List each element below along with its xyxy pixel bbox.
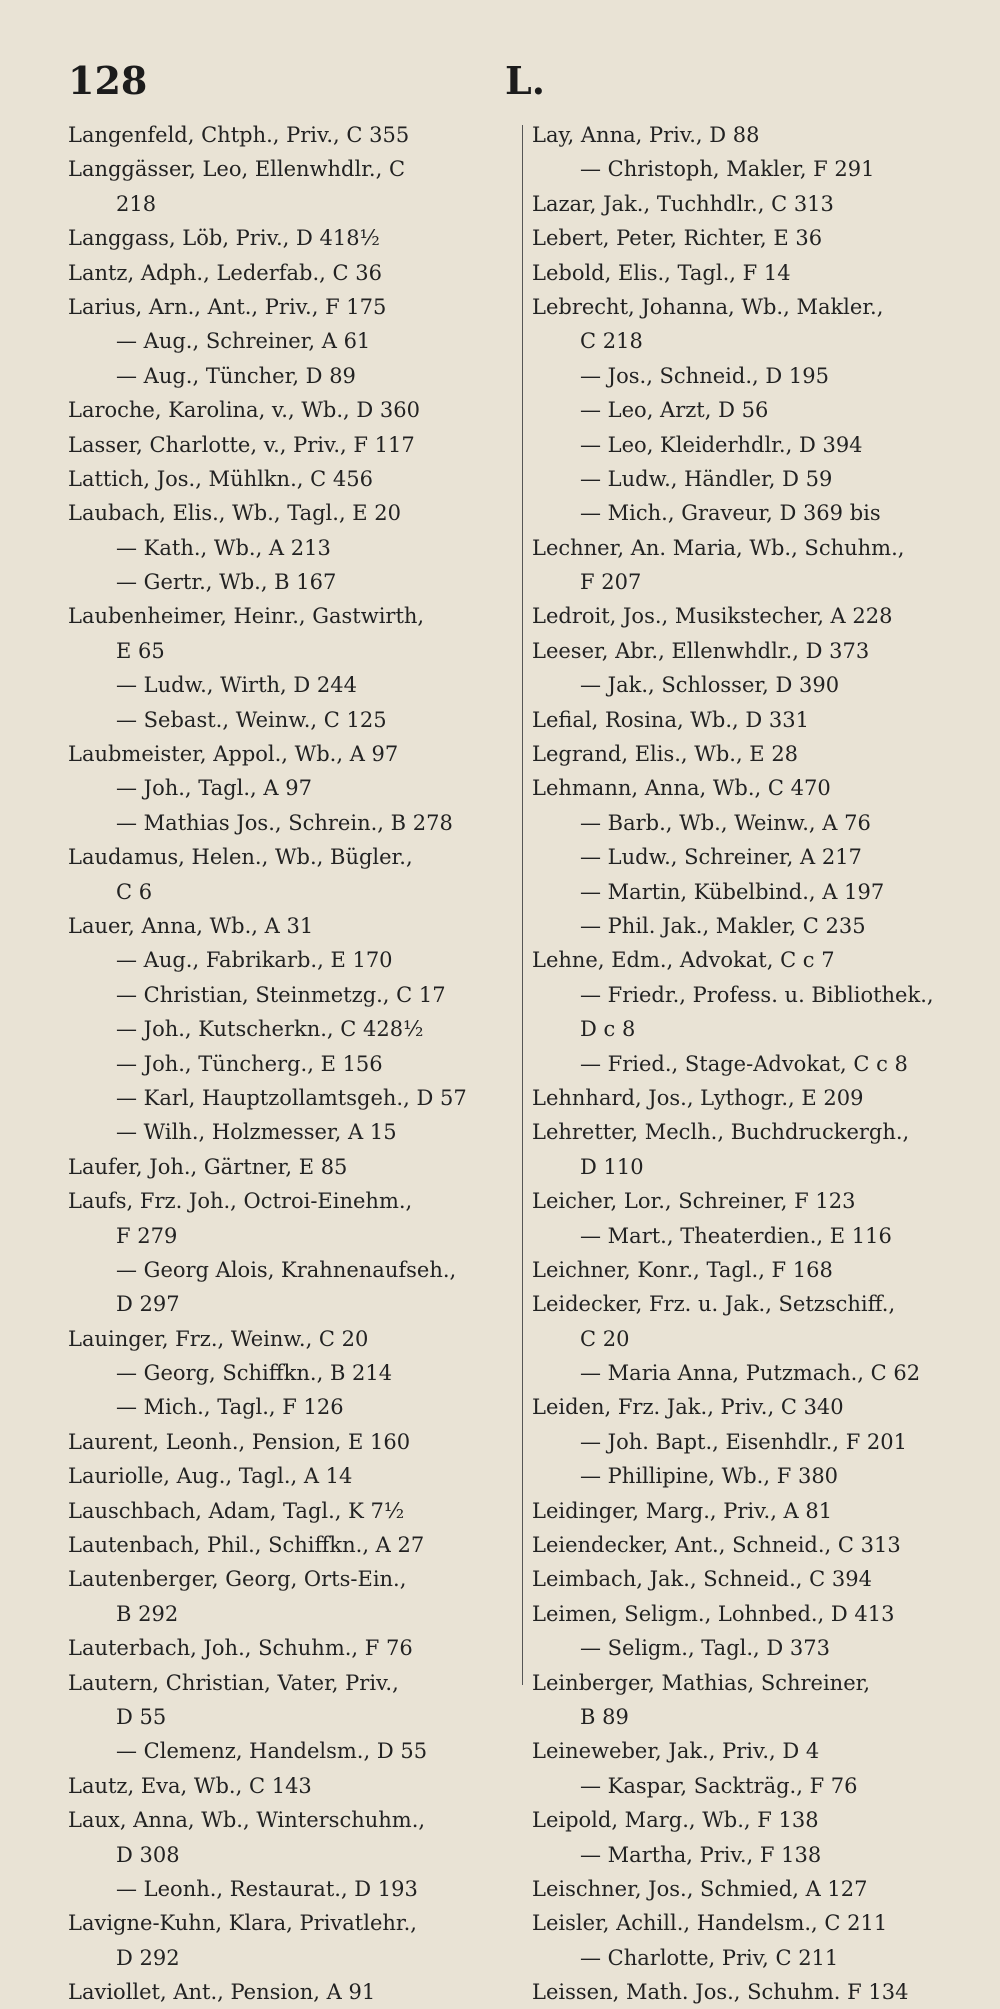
directory-entry: — Charlotte, Priv, C 211 (580, 1945, 839, 1970)
directory-entry: — Jak., Schlosser, D 390 (580, 673, 840, 698)
directory-entry: — Ludw., Händler, D 59 (580, 466, 833, 491)
directory-entry: Lauterbach, Joh., Schuhm., F 76 (68, 1636, 413, 1661)
directory-entry: Lazar, Jak., Tuchhdlr., C 313 (532, 191, 834, 216)
entry-continuation: D 297 (116, 1292, 180, 1317)
entry-continuation: D 308 (116, 1842, 180, 1867)
directory-entry: Laroche, Karolina, v., Wb., D 360 (68, 398, 420, 423)
directory-entry: Lasser, Charlotte, v., Priv., F 117 (68, 432, 415, 457)
directory-entry: Leiendecker, Ant., Schneid., C 313 (532, 1533, 901, 1558)
directory-entry: Legrand, Elis., Wb., E 28 (532, 742, 799, 767)
entry-continuation: D 292 (116, 1945, 180, 1970)
directory-entry: — Barb., Wb., Weinw., A 76 (580, 810, 871, 835)
directory-entry: — Martin, Kübelbind., A 197 (580, 879, 885, 904)
directory-entry: Leineweber, Jak., Priv., D 4 (532, 1739, 820, 1764)
directory-entry: Laufer, Joh., Gärtner, E 85 (68, 1154, 348, 1179)
directory-entry: Langgässer, Leo, Ellenwhdlr., C (68, 157, 406, 182)
column-divider (522, 125, 523, 1685)
directory-entry: — Joh., Kutscherkn., C 428½ (116, 1017, 424, 1042)
left-column (68, 118, 498, 2009)
directory-entry: Leimbach, Jak., Schneid., C 394 (532, 1567, 872, 1592)
directory-entry: — Mathias Jos., Schrein., B 278 (116, 810, 453, 835)
directory-entry: — Maria Anna, Putzmach., C 62 (580, 1361, 921, 1386)
directory-entry: Lehmann, Anna, Wb., C 470 (532, 776, 831, 801)
directory-entry: Leicher, Lor., Schreiner, F 123 (532, 1189, 856, 1214)
entry-continuation: B 89 (580, 1704, 629, 1729)
directory-entry: — Aug., Fabrikarb., E 170 (116, 948, 393, 973)
directory-entry: Lay, Anna, Priv., D 88 (532, 123, 760, 147)
directory-entry: Lantz, Adph., Lederfab., C 36 (68, 260, 382, 285)
directory-entry: — Aug., Tüncher, D 89 (116, 363, 356, 388)
directory-entry: — Leo, Arzt, D 56 (580, 398, 769, 423)
entry-continuation: 218 (116, 191, 157, 216)
directory-entry: — Gertr., Wb., B 167 (116, 570, 337, 595)
entry-continuation: B 292 (116, 1601, 179, 1626)
directory-entry: — Mich., Tagl., F 126 (116, 1395, 344, 1420)
directory-entry: — Phillipine, Wb., F 380 (580, 1464, 839, 1489)
directory-entry: Lautz, Eva, Wb., C 143 (68, 1773, 312, 1798)
directory-entry: — Christian, Steinmetzg., C 17 (116, 982, 446, 1007)
directory-entry: — Fried., Stage-Advokat, C c 8 (580, 1051, 908, 1076)
directory-entry: Leeser, Abr., Ellenwhdlr., D 373 (532, 638, 870, 663)
directory-entry: — Joh., Tüncherg., E 156 (116, 1051, 383, 1076)
directory-entry: Lavigne-Kuhn, Klara, Privatlehr., (68, 1911, 417, 1936)
entry-continuation: D 110 (580, 1154, 644, 1179)
directory-entry: Lautenberger, Georg, Orts-Ein., (68, 1567, 407, 1592)
directory-entry: — Karl, Hauptzollamtsgeh., D 57 (116, 1085, 467, 1110)
directory-entry: Langenfeld, Chtph., Priv., C 355 (68, 123, 410, 147)
directory-entry: — Georg Alois, Krahnenaufseh., (116, 1257, 457, 1282)
directory-entry: — Joh., Tagl., A 97 (116, 776, 312, 801)
directory-entry: Lefial, Rosina, Wb., D 331 (532, 707, 809, 732)
directory-entry: — Kath., Wb., A 213 (116, 535, 331, 560)
directory-entry: — Mich., Graveur, D 369 bis (580, 501, 881, 526)
directory-entry: Leipold, Marg., Wb., F 138 (532, 1808, 819, 1833)
directory-entry: Larius, Arn., Ant., Priv., F 175 (68, 294, 387, 319)
directory-entry: — Friedr., Profess. u. Bibliothek., (580, 982, 934, 1007)
directory-entry: Laubmeister, Appol., Wb., A 97 (68, 742, 399, 767)
directory-entry: Lechner, An. Maria, Wb., Schuhm., (532, 535, 905, 560)
directory-entry: Leischner, Jos., Schmied, A 127 (532, 1876, 868, 1901)
directory-entry: Laurent, Leonh., Pension, E 160 (68, 1429, 411, 1454)
directory-entry: Ledroit, Jos., Musikstecher, A 228 (532, 604, 893, 629)
directory-entry: Leichner, Konr., Tagl., F 168 (532, 1257, 833, 1282)
entry-continuation: C 20 (580, 1326, 630, 1351)
entry-continuation: D c 8 (580, 1017, 636, 1042)
directory-entry: Lehne, Edm., Advokat, C c 7 (532, 948, 835, 973)
entry-continuation: C 6 (116, 879, 153, 904)
directory-entry: Leisler, Achill., Handelsm., C 211 (532, 1911, 888, 1936)
directory-entry: Laubenheimer, Heinr., Gastwirth, (68, 604, 425, 629)
directory-entry: — Ludw., Wirth, D 244 (116, 673, 357, 698)
directory-entry: Leinberger, Mathias, Schreiner, (532, 1670, 871, 1695)
directory-entry: — Mart., Theaterdien., E 116 (580, 1223, 892, 1248)
directory-entry: Lehretter, Meclh., Buchdruckergh., (532, 1120, 910, 1145)
directory-entry: Lauriolle, Aug., Tagl., A 14 (68, 1464, 353, 1489)
entry-continuation: F 279 (116, 1223, 178, 1248)
directory-entry: — Leo, Kleiderhdlr., D 394 (580, 432, 863, 457)
directory-entry: Langgass, Löb, Priv., D 418½ (68, 226, 380, 251)
directory-entry: Lauschbach, Adam, Tagl., K 7½ (68, 1498, 405, 1523)
entry-continuation: E 65 (116, 638, 165, 663)
directory-entry: Lautenbach, Phil., Schiffkn., A 27 (68, 1533, 425, 1558)
directory-entry: Lautern, Christian, Vater, Priv., (68, 1670, 399, 1695)
directory-entry: — Georg, Schiffkn., B 214 (116, 1361, 393, 1386)
directory-entry: — Ludw., Schreiner, A 217 (580, 845, 862, 870)
directory-entry: — Christoph, Makler, F 291 (580, 157, 875, 182)
directory-entry: — Clemenz, Handelsm., D 55 (116, 1739, 428, 1764)
directory-entry: — Martha, Priv., F 138 (580, 1842, 822, 1867)
directory-entry: Lebold, Elis., Tagl., F 14 (532, 260, 791, 285)
directory-entry: Laviollet, Ant., Pension, A 91 (68, 1980, 376, 2005)
directory-entry: Leidecker, Frz. u. Jak., Setzschiff., (532, 1292, 896, 1317)
directory-entry: Leidinger, Marg., Priv., A 81 (532, 1498, 833, 1523)
directory-entry: — Leonh., Restaurat., D 193 (116, 1876, 418, 1901)
entry-continuation: D 55 (116, 1704, 167, 1729)
directory-entry: — Seligm., Tagl., D 373 (580, 1636, 830, 1661)
directory-entry: — Kaspar, Sackträg., F 76 (580, 1773, 858, 1798)
entry-continuation: F 207 (580, 570, 642, 595)
directory-entry: Lauer, Anna, Wb., A 31 (68, 913, 314, 938)
directory-entry: — Jos., Schneid., D 195 (580, 363, 829, 388)
directory-entry: Laudamus, Helen., Wb., Bügler., (68, 845, 413, 870)
directory-entry: Laufs, Frz. Joh., Octroi-Einehm., (68, 1189, 413, 1214)
directory-entry: Lattich, Jos., Mühlkn., C 456 (68, 466, 373, 491)
directory-entry: Lehnhard, Jos., Lythogr., E 209 (532, 1085, 864, 1110)
directory-entry: — Phil. Jak., Makler, C 235 (580, 913, 866, 938)
directory-entry: — Wilh., Holzmesser, A 15 (116, 1120, 397, 1145)
right-column (532, 118, 972, 2009)
directory-entry: Leimen, Seligm., Lohnbed., D 413 (532, 1601, 895, 1626)
directory-entry: Laubach, Elis., Wb., Tagl., E 20 (68, 501, 402, 526)
directory-entry: Leissen, Math. Jos., Schuhm. F 134 (532, 1980, 909, 2005)
directory-entry: Lebrecht, Johanna, Wb., Makler., (532, 294, 884, 319)
directory-entry: Laux, Anna, Wb., Winterschuhm., (68, 1808, 426, 1833)
directory-entry: — Sebast., Weinw., C 125 (116, 707, 387, 732)
directory-entry: — Aug., Schreiner, A 61 (116, 329, 371, 354)
directory-entry: — Joh. Bapt., Eisenhdlr., F 201 (580, 1429, 908, 1454)
entry-continuation: C 218 (580, 329, 643, 354)
page-number: 128 (68, 58, 148, 103)
directory-entry: Lebert, Peter, Richter, E 36 (532, 226, 823, 251)
directory-entry: Lauinger, Frz., Weinw., C 20 (68, 1326, 369, 1351)
section-letter: L. (505, 58, 545, 103)
directory-entry: Leiden, Frz. Jak., Priv., C 340 (532, 1395, 844, 1420)
